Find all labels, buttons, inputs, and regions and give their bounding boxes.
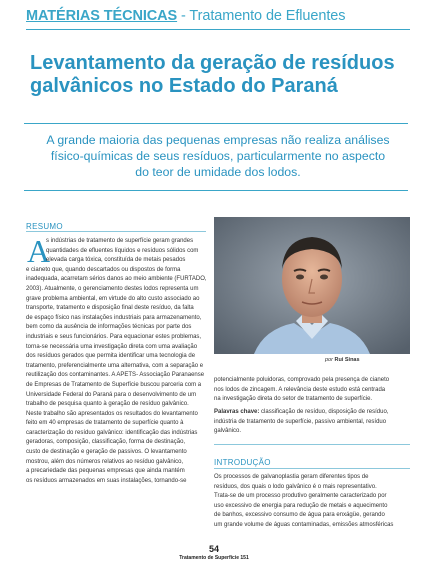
introducao-line: Os processos de galvanoplastia geram diferentes tipos de: [214, 474, 369, 480]
resumo-text: [26, 233, 210, 486]
resumo-line: caracterização do resíduo galvânico: identificação das indústrias: [26, 429, 198, 436]
continuation-line: potencialmente poluidoras, comprovado pela presença de cianeto: [214, 377, 390, 383]
introducao-rule: [214, 468, 410, 469]
resumo-line: de espaço físico nas instalações industriais para armazenamento,: [26, 314, 202, 321]
journal-name: Tratamento de Superfície 151: [179, 555, 249, 561]
article-deck: [40, 132, 396, 180]
keywords-line-3: galvânico.: [214, 428, 242, 435]
resumo-continuation: [214, 376, 410, 405]
resumo-line: torna-se necessária uma investigação direta com uma avaliação: [26, 343, 198, 350]
credit-name: Rui Sinas: [334, 357, 360, 363]
page-number: 54: [208, 544, 219, 554]
resumo-line: mostrou, além dos números relativos ao resíduo galvânico,: [26, 458, 184, 465]
resumo-line: quantidades de efluentes líquidos e resíduos sólidos com: [46, 247, 199, 254]
resumo-line: reutilização dos contaminantes. A APETS- Associação Paranaense: [26, 372, 205, 379]
resumo-line: 2003). Atualmente, o gerenciamento destes lodos representa um: [26, 285, 199, 292]
resumo-line: grave problema ambiental, em virtude do alto custo associado ao: [26, 295, 200, 302]
keywords-rule: [214, 444, 410, 445]
resumo-line: feito em 40 empresas de tratamento de superfície quanto à: [26, 420, 184, 427]
author-photo: [214, 217, 410, 354]
resumo-line: s indústrias de tratamento de superfície geram grandes: [46, 238, 194, 244]
title-line-1: Levantamento da geração de resíduos: [30, 52, 395, 74]
resumo-line: trabalho de pesquisa quanto à geração de resíduo galvânico.: [26, 401, 189, 408]
resumo-rule: [26, 231, 206, 232]
introducao-line: resíduos, dos quais o lodo galvânico é o mais representativo.: [214, 483, 377, 490]
resumo-line: industriais e seus funcionários. Para equacionar estes problemas,: [26, 333, 202, 340]
deck-line-1: A grande maioria das pequenas empresas não realiza análises: [46, 133, 390, 147]
resumo-line: Neste trabalho são apresentados os resultados do levantamento: [26, 410, 198, 417]
subsection-label: - Tratamento de Efluentes: [177, 8, 346, 24]
credit-prefix: por: [325, 357, 333, 363]
resumo-line: transporte, tratamento e disposição final deste resíduo, da falta: [26, 305, 194, 312]
section-header: [26, 8, 345, 24]
introducao-line: de banhos, excessivo consumo de água para enxágüe, gerando: [214, 512, 385, 519]
deck-line-3: do teor de umidade dos lodos.: [135, 165, 301, 179]
resumo-line: dos resíduos gerados que permita identificar uma tecnologia de: [26, 353, 196, 360]
keywords: [214, 408, 410, 437]
drop-cap: A: [27, 233, 51, 269]
article-title: [30, 52, 420, 98]
resumo-line: de Empresas de Tratamento de Superfície buscou parceria com a: [26, 381, 202, 388]
header-rule: [26, 29, 410, 30]
resumo-line: elevada carga tóxica, constituída de metais pesados: [46, 257, 186, 264]
continuation-line: nos lodos de zincagem. A relevância deste estudo está centrada: [214, 386, 386, 393]
resumo-heading: RESUMO: [26, 222, 63, 231]
title-line-2: galvânicos no Estado do Paraná: [30, 75, 338, 97]
resumo-line: e cianeto que, quando descartados ou dispostos de forma: [26, 266, 181, 273]
photo-credit: [325, 357, 360, 363]
resumo-line: os resíduos armazenados em suas instalações, tornando-se: [26, 477, 187, 484]
resumo-line: inadequada, acarretam sérios danos ao meio ambiente (FURTADO,: [26, 276, 207, 283]
page-footer: [0, 544, 428, 561]
keywords-line-1: classificação de resíduo, disposição de resíduo,: [259, 409, 389, 415]
introducao-text: [214, 473, 410, 531]
introducao-line: um grande volume de águas contaminadas, emissões atmosféricas: [214, 521, 394, 528]
deck-line-2: físico-químicas de seus resíduos, particularmente no aspecto: [50, 149, 386, 163]
resumo-line: custo de destinação e geração de passivos. O levantamento: [26, 449, 187, 456]
resumo-line: bem como da ausência de informações técnicas por parte dos: [26, 324, 192, 331]
resumo-line: tratamento, preferencialmente uma alternativa, com a separação e: [26, 362, 204, 369]
introducao-line: uso excessivo de energia para redução de metais e aquecimento: [214, 502, 388, 509]
continuation-line: na investigação direta do setor de tratamento de superfície.: [214, 396, 373, 403]
resumo-line: a precariedade das pequenas empresas que ainda mantém: [26, 468, 185, 475]
resumo-line: Universidade Federal do Paraná para o desenvolvimento de um: [26, 391, 197, 398]
introducao-heading: INTRODUÇÃO: [214, 458, 271, 467]
portrait-image: [214, 217, 410, 354]
keywords-label: Palavras chave:: [214, 409, 260, 415]
introducao-line: Trata-se de um processo produtivo geralmente caracterizado por: [214, 493, 387, 500]
section-label: MATÉRIAS TÉCNICAS: [26, 8, 178, 24]
keywords-line-2: indústria de tratamento de superfície, passivo ambiental, resíduo: [214, 418, 387, 425]
resumo-line: geradoras, composição, classificação, forma de destinação,: [26, 439, 186, 446]
